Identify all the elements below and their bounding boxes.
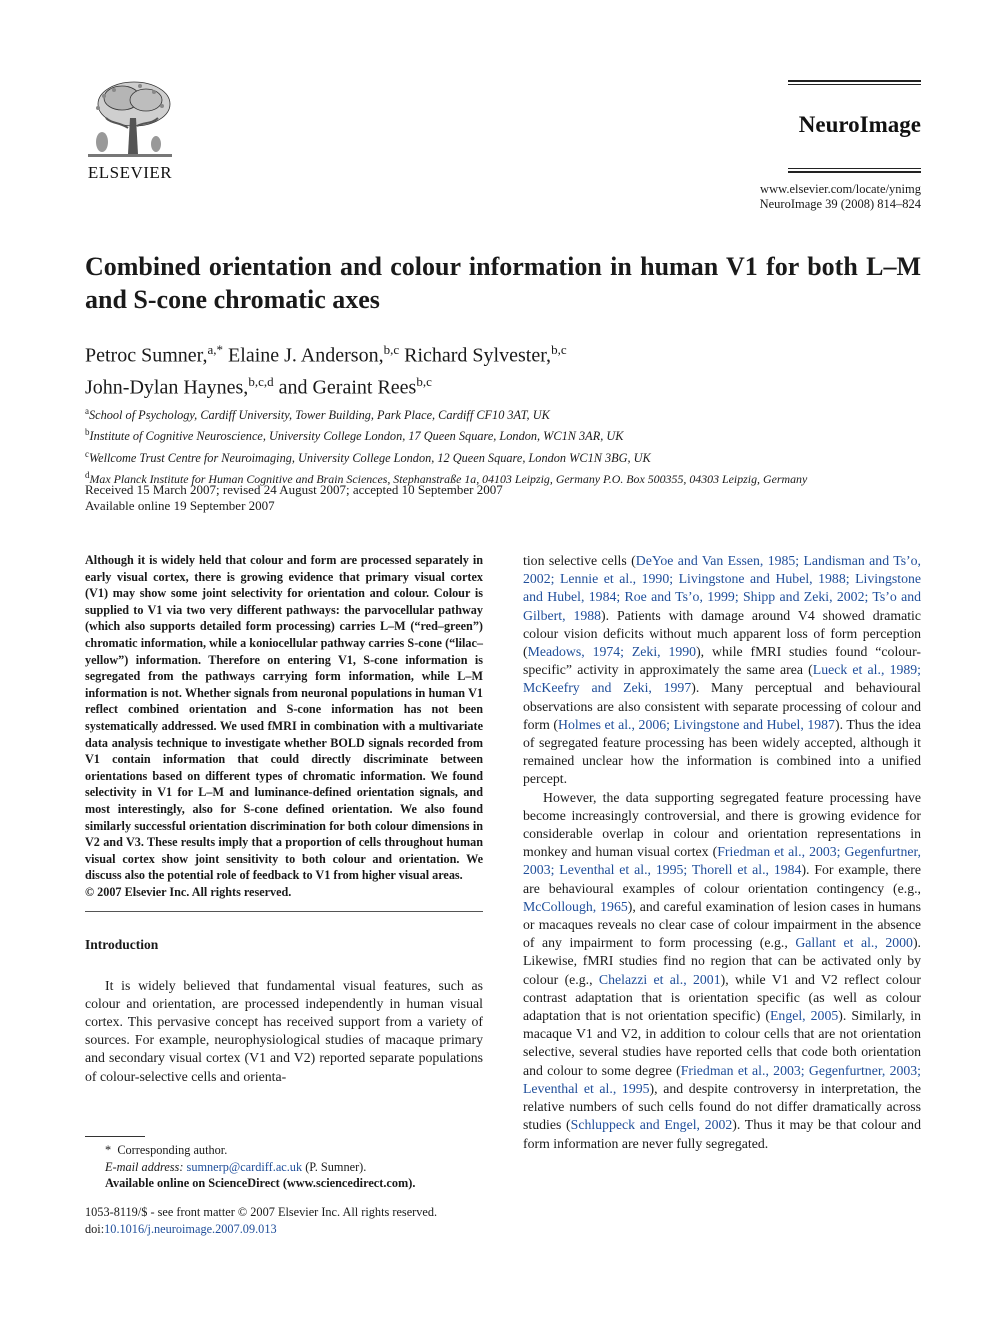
paragraph-text: ). Similarly, in macaque V1 and V2, in addition to colour cells that are not orientation selective, several studies have reported cells that code both orientation and colour to some degree (: [523, 1008, 921, 1078]
journal-name: NeuroImage: [798, 112, 921, 137]
article-dates: [85, 482, 921, 514]
right-column: [523, 552, 921, 1153]
page-footer: [85, 1204, 483, 1237]
header-rule-bottom-thin: [788, 168, 921, 169]
affiliation-marker: b: [85, 427, 90, 438]
citation-link[interactable]: Chelazzi et al., 2001: [598, 971, 721, 987]
affiliation-text: Max Planck Institute for Human Cognitive and Brain Sciences, Stephanstraße 1a, 04103 Leipzig, Germany P.O. Box 500355, 04303 Leipzig, Germany: [89, 471, 808, 486]
author-affil-marker[interactable]: b,c: [383, 342, 400, 357]
abstract-copyright: © 2007 Elsevier Inc. All rights reserved.: [85, 884, 292, 899]
paragraph-text: ). Likewise, fMRI studies find no region that can be activated only by colour (e.g.,: [523, 935, 921, 987]
sciencedirect-note: Available online on ScienceDirect (www.sciencedirect.com).: [105, 1176, 416, 1191]
received-dates: Received 15 March 2007; revised 24 August 2007; accepted 10 September 2007: [85, 482, 503, 497]
affiliation: [85, 403, 921, 424]
citation-link[interactable]: Schluppeck and Engel, 2002: [570, 1117, 733, 1133]
citation-link[interactable]: Friedman et al., 2003; Gegenfurtner, 2003; Leventhal et al., 1995: [523, 1062, 921, 1096]
email-link[interactable]: sumnerp@cardiff.ac.uk: [186, 1159, 303, 1174]
paragraph-text: However, the data supporting segregated feature processing have become increasingly controversial, and there is growing evidence for considerable overlap in colour and orientation representations in monkey and human visual cortex (: [523, 789, 921, 860]
email-label: E-mail address:: [105, 1159, 184, 1174]
abstract: [85, 552, 483, 900]
publisher-name: ELSEVIER: [87, 163, 173, 182]
affiliation: [85, 424, 921, 445]
author-affil-marker[interactable]: b,c: [551, 342, 567, 357]
author-name: Richard Sylvester,: [404, 344, 552, 367]
journal-info: [650, 182, 921, 212]
author-affil-marker[interactable]: a,*: [207, 342, 224, 357]
author-name: and Geraint Rees: [278, 376, 417, 399]
paragraph-text: ). For example, there are behavioural examples of colour orientation contingency (e.g.,: [523, 862, 921, 896]
paragraph-text: ), while fMRI studies found “colour-specific” activity in approximately the same area (: [523, 644, 921, 678]
article-title: Combined orientation and colour information in human V1 for both L–M and S-cone chromatic axes: [85, 252, 921, 314]
abstract-separator: [85, 911, 483, 912]
body-paragraph: [523, 789, 921, 1153]
paragraph-text: ). Thus the idea of segregated feature processing has been widely accepted, although it remained unclear how the information is combined into a unified percept.: [523, 716, 921, 787]
citation-link[interactable]: Friedman et al., 2003; Gegenfurtner, 2003; Leventhal et al., 1995; Thorell et al., 1984: [523, 844, 921, 878]
intro-paragraph: It is widely believed that fundamental visual features, such as colour and orientation, are processed independently in human visual cortex. This pervasive concept has received support from a variety of sources. For example, neurophysiological studies of macaque primary and secondary visual cortex (V1 and V2) reported separate populations of colour-selective cells and orienta-: [85, 977, 483, 1084]
left-column: [85, 552, 483, 1086]
citation-link[interactable]: McCollough, 1965: [523, 898, 628, 914]
affiliation-text: School of Psychology, Cardiff University, Tower Building, Park Place, Cardiff CF10 3AT, UK: [89, 408, 550, 423]
section-heading-introduction: Introduction: [85, 937, 159, 953]
body-paragraph: [523, 552, 921, 789]
citation-link[interactable]: Engel, 2005: [770, 1008, 839, 1024]
author-affil-marker[interactable]: b,c,d: [248, 373, 274, 389]
citation-link[interactable]: Meadows, 1974; Zeki, 1990: [527, 644, 697, 660]
journal-citation: NeuroImage 39 (2008) 814–824: [759, 197, 921, 211]
citation-link[interactable]: Lueck et al., 1989; McKeefry and Zeki, 1997: [523, 662, 922, 696]
author-affil-marker[interactable]: b,c: [416, 373, 432, 389]
affiliation-text: Institute of Cognitive Neuroscience, University College London, 17 Queen Square, London, WC1N 3AR, UK: [89, 429, 624, 444]
author-name: Elaine J. Anderson,: [228, 344, 384, 367]
journal-url-link[interactable]: www.elsevier.com/locate/ynimg: [760, 182, 921, 196]
footnote: [85, 1142, 483, 1192]
affiliation: [85, 446, 921, 467]
author-list: [85, 337, 921, 400]
citation-link[interactable]: Gallant et al., 2000: [795, 935, 913, 951]
online-date: Available online 19 September 2007: [85, 498, 275, 513]
email-suffix: (P. Sumner).: [305, 1159, 367, 1174]
affiliation-list: [85, 403, 921, 488]
citation-link[interactable]: Holmes et al., 2006; Livingstone and Hubel, 1987: [558, 716, 835, 732]
affiliation-marker: c: [85, 448, 89, 459]
doi-label: doi:: [85, 1221, 105, 1236]
paragraph-text: tion selective cells (: [523, 553, 636, 568]
paragraph-text: ), and careful examination of lesion cases in humans or macaques reveals no clear case of colour impairment in the absence of any impairment to form processing (e.g.,: [523, 898, 921, 951]
paragraph-text: ), and despite controversy in interpretation, the relative numbers of such cells found do not differ dramatically across studies (: [523, 1080, 921, 1133]
affiliation-text: Wellcome Trust Centre for Neuroimaging, University College London, 12 Queen Square, London WC1N 3BG, UK: [89, 450, 651, 465]
header-rule-top: [788, 80, 921, 82]
affiliation-marker: d: [85, 469, 90, 480]
doi-link[interactable]: 10.1016/j.neuroimage.2007.09.013: [104, 1221, 277, 1236]
issn-line: 1053-8119/$ - see front matter © 2007 Elsevier Inc. All rights reserved.: [85, 1205, 438, 1219]
affiliation-marker: a: [85, 406, 89, 416]
footnote-rule: [85, 1136, 145, 1137]
citation-link[interactable]: DeYoe and Van Essen, 1985; Landisman and Ts’o, 2002; Lennie et al., 1990; Livingstone and Hubel, 1988; Livingstone and Hubel, 1984; Roe and Ts’o, 1999; Shipp and Zeki, 2002; Ts’o and Gilbert, 1988: [523, 553, 921, 623]
author-name: John-Dylan Haynes,: [85, 376, 249, 399]
author-name: Petroc Sumner,: [85, 344, 208, 367]
header-rule-top-thin: [788, 84, 921, 85]
header-rule-bottom: [788, 171, 921, 173]
footnote-star: *: [105, 1143, 112, 1157]
paragraph-text: ). Thus it may be that colour and form information are never fully segregated.: [523, 1117, 921, 1151]
paragraph-text: ), while V1 and V2 reflect colour contrast adaptation that is orientation specific (as well as colour adaptation that is not orientation specific) (: [523, 971, 921, 1024]
paragraph-text: ). Many perceptual and behavioural observations are also consistent with separate processing of colour and form (: [523, 680, 921, 732]
corresponding-author-note: Corresponding author.: [117, 1143, 228, 1157]
paragraph-text: ). Patients with damage around V4 showed dramatic colour vision deficits without much apparent loss of form perception (: [523, 607, 921, 660]
abstract-text: Although it is widely held that colour and form are processed separately in early visual cortex, there is growing evidence that primary visual cortex (V1) may show some joint selectivity for orientation and colour. Colour is supplied to V1 via two very different pathways: the parvocellular pathway (which also supports detailed form processing) carries L–M (“red–green”) chromatic information, while a koniocellular pathway carries S-cone (“lilac–yellow”) information. Therefore on entering V1, S-cone information is segregated from the pathways carrying form information, while L–M information is not. Whether signals from neuronal populations in human V1 reflect combined orientation and S-cone information has not been systematically addressed. We used fMRI in combination with a multivariate data analysis technique to investigate whether BOLD signals recorded from V1 contain information that could directly discriminate between orientations based on different types of chromatic information. We found selectivity in V1 for L–M and luminance-defined orientation signals, and most interestingly, also for S-cone defined orientation. We also found similarly successful orientation discrimination for both colour dimensions in V2 and V3. These results imply that a proportion of cells throughout human visual cortex show joint sensitivity to both colour and orientation. We discuss also the potential role of feedback to V1 from higher visual areas.: [85, 553, 483, 883]
